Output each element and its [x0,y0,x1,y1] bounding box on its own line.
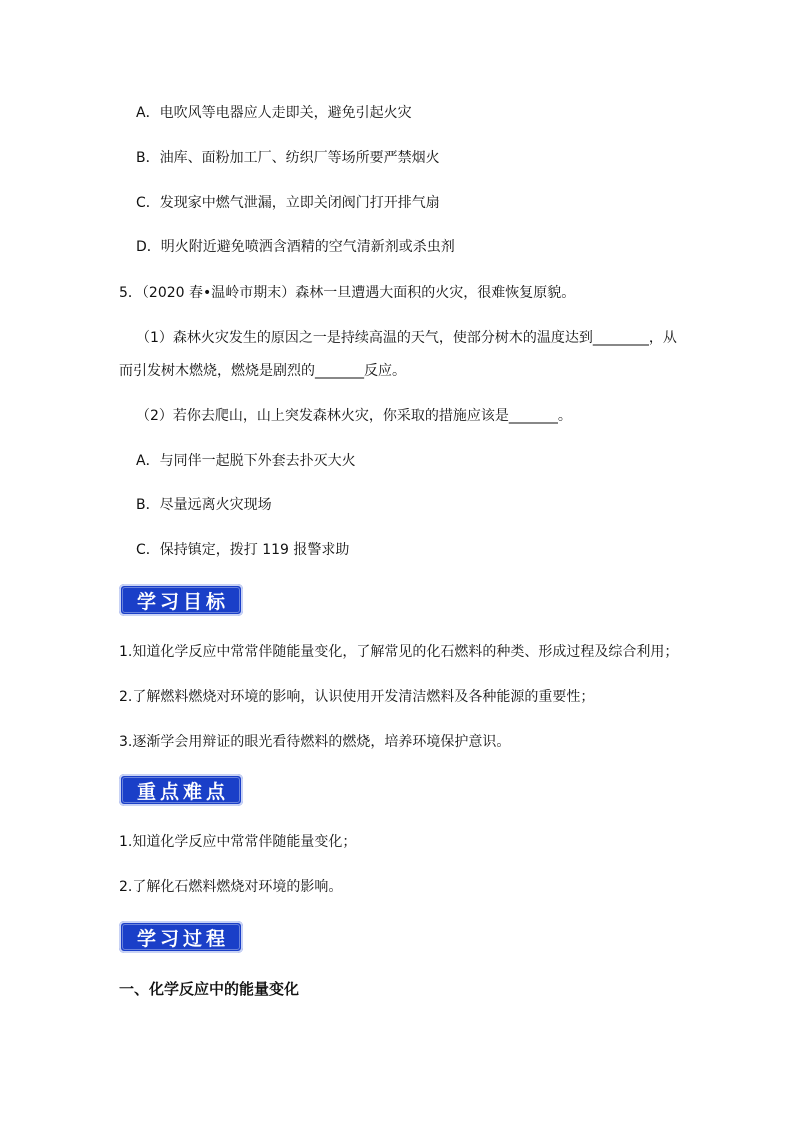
section-badge-process: 学习过程 [119,921,243,953]
section-heading-energy-change: 一、化学反应中的能量变化 [119,980,300,998]
goal-item-1: 1.知道化学反应中常常伴随能量变化，了解常见的化石燃料的种类、形成过程及综合利用； [119,644,679,660]
section-badge-goals: 学习目标 [119,584,243,616]
goal-item-3: 3.逐渐学会用辩证的眼光看待燃料的燃烧，培养环境保护意识。 [119,734,511,750]
question-5-option-c: C．保持镇定，拨打 119 报警求助 [136,542,350,558]
option-b: B．油库、面粉加工厂、纺织厂等场所要严禁烟火 [136,150,440,166]
question-5-part1-line1: （1）森林火灾发生的原因之一是持续高温的天气，使部分树木的温度达到________，从 [136,330,677,346]
goal-item-2: 2.了解燃料燃烧对环境的影响，认识使用开发清洁燃料及各种能源的重要性； [119,689,595,705]
question-5-part1-line2: 而引发树木燃烧，燃烧是剧烈的_______反应。 [119,363,406,379]
question-5-part2: （2）若你去爬山，山上突发森林火灾，你采取的措施应该是_______。 [136,408,572,424]
key-point-item-1: 1.知道化学反应中常常伴随能量变化； [119,834,357,850]
option-a: A．电吹风等电器应人走即关，避免引起火灾 [136,105,412,121]
section-badge-key-points: 重点难点 [119,774,243,806]
question-5-stem: 5．（2020 春•温岭市期末）森林一旦遭遇大面积的火灾，很难恢复原貌。 [119,285,576,301]
option-c: C．发现家中燃气泄漏，立即关闭阀门打开排气扇 [136,195,440,211]
question-5-option-b: B．尽量远离火灾现场 [136,497,272,513]
question-5-option-a: A．与同伴一起脱下外套去扑灭大火 [136,453,356,469]
option-d: D．明火附近避免喷洒含酒精的空气清新剂或杀虫剂 [136,239,455,255]
key-point-item-2: 2.了解化石燃料燃烧对环境的影响。 [119,879,343,895]
